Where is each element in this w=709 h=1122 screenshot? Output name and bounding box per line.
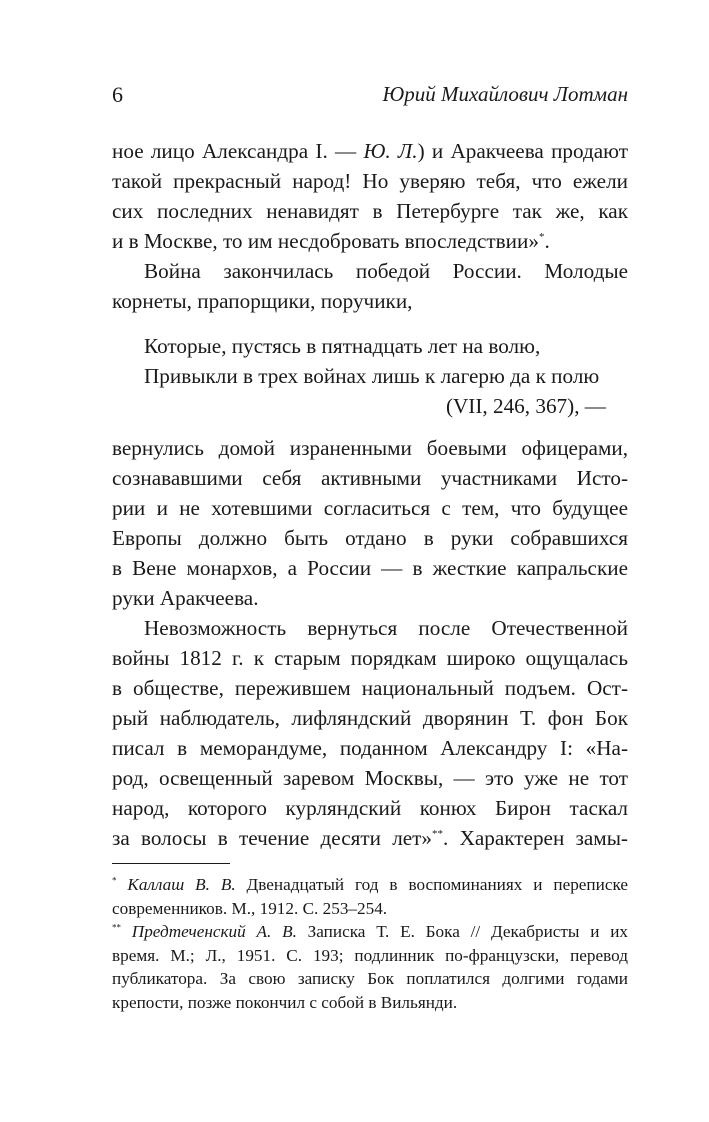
paragraph-3 (112, 433, 628, 613)
text-line: в обществе, пережившем национальный подъем. Ост- (112, 676, 628, 700)
footnote-ref-1[interactable]: * (538, 230, 545, 243)
verse-line-1: Которые, пустясь в пятнадцать лет на волю, (144, 334, 541, 358)
paragraph-2 (112, 256, 628, 316)
text-line: ) и Аракчеева продают (417, 139, 628, 163)
paragraph-4 (112, 613, 628, 853)
verse-line-2: Привыкли в трех войнах лишь к лагерю да к полю (144, 364, 600, 388)
footnote-mark: * (112, 875, 117, 886)
text-line: и в Москве, то им несдобровать впоследствии» (112, 229, 539, 253)
footnote-2-line-4: крепости, позже покончил с собой в Вильянди. (112, 992, 458, 1012)
text-line: сознававшими себя активными участниками Исто- (112, 466, 628, 490)
text-line: . (544, 229, 550, 253)
running-title: Юрий Михайлович Лотман (382, 82, 628, 106)
text-line: народ, которого курляндский конюх Бирон таскал (112, 796, 628, 820)
initials-italic: Ю. Л. (363, 139, 418, 163)
text-line: рии и не хотевшими согласиться с тем, что будущее (112, 496, 628, 520)
footnote-ref-2[interactable]: ** (432, 827, 444, 840)
text-line: войны 1812 г. к старым порядкам широко ощущалась (112, 646, 628, 670)
footnote-text: современников. М., 1912. С. 253–254. (112, 898, 388, 918)
footnote-mark: ** (112, 922, 121, 933)
footnote-1-cont (112, 897, 628, 921)
paragraph-1 (112, 136, 628, 256)
page-header (112, 82, 628, 114)
footnote-2 (112, 920, 628, 944)
text-line: писал в меморандуме, поданном Александру I: «На- (112, 736, 628, 760)
footnote-text: Двенадцатый год в воспоминаниях и переписке (235, 875, 629, 894)
footnote-author: Каллаш В. В. (127, 875, 236, 894)
text-line: в Вене монархов, а России — в жесткие капральские (112, 556, 628, 580)
footnote-2-line-3: публикатора. За свою записку Бок поплатился долгими годами (112, 969, 628, 988)
verse-quote (144, 331, 606, 421)
text-line: такой прекрасный народ! Но уверяю тебя, что ежели (112, 169, 628, 193)
footnote-text: Записка Т. Е. Бока // Декабристы и их (296, 922, 629, 941)
text-line: сих последних ненавидят в Петербурге так же, как (112, 199, 628, 223)
footnote-1 (112, 873, 628, 897)
text-line: род, освещенный заревом Москвы, — это уже не тот (112, 766, 628, 790)
footnote-author: Предтеченский А. В. (131, 922, 297, 941)
footnotes (112, 873, 628, 1014)
text-line: за волосы в течение десяти лет» (112, 826, 433, 850)
text-line: вернулись домой израненными боевыми офицерами, (112, 436, 628, 460)
text-line: корнеты, прапорщики, поручики, (112, 289, 413, 313)
text-line: Невозможность вернуться после Отечественной (144, 616, 628, 640)
text-line: Война закончилась победой России. Молодые (144, 259, 628, 283)
page-number: 6 (112, 82, 123, 107)
text-line: рый наблюдатель, лифляндский дворянин Т. фон Бок (112, 706, 628, 730)
footnote-divider (112, 863, 230, 864)
main-text-continued (112, 433, 628, 853)
text-line: Европы должно быть отдано в руки собравшихся (112, 526, 628, 550)
text-line: . Характерен замы- (443, 826, 628, 850)
text-line: руки Аракчеева. (112, 586, 259, 610)
verse-citation: (VII, 246, 367), — (445, 394, 606, 418)
footnote-2-line-2: время. М.; Л., 1951. С. 193; подлинник по-французски, перевод (112, 945, 628, 965)
text-line: ное лицо Александра I. — (112, 139, 364, 163)
main-text (112, 136, 628, 316)
